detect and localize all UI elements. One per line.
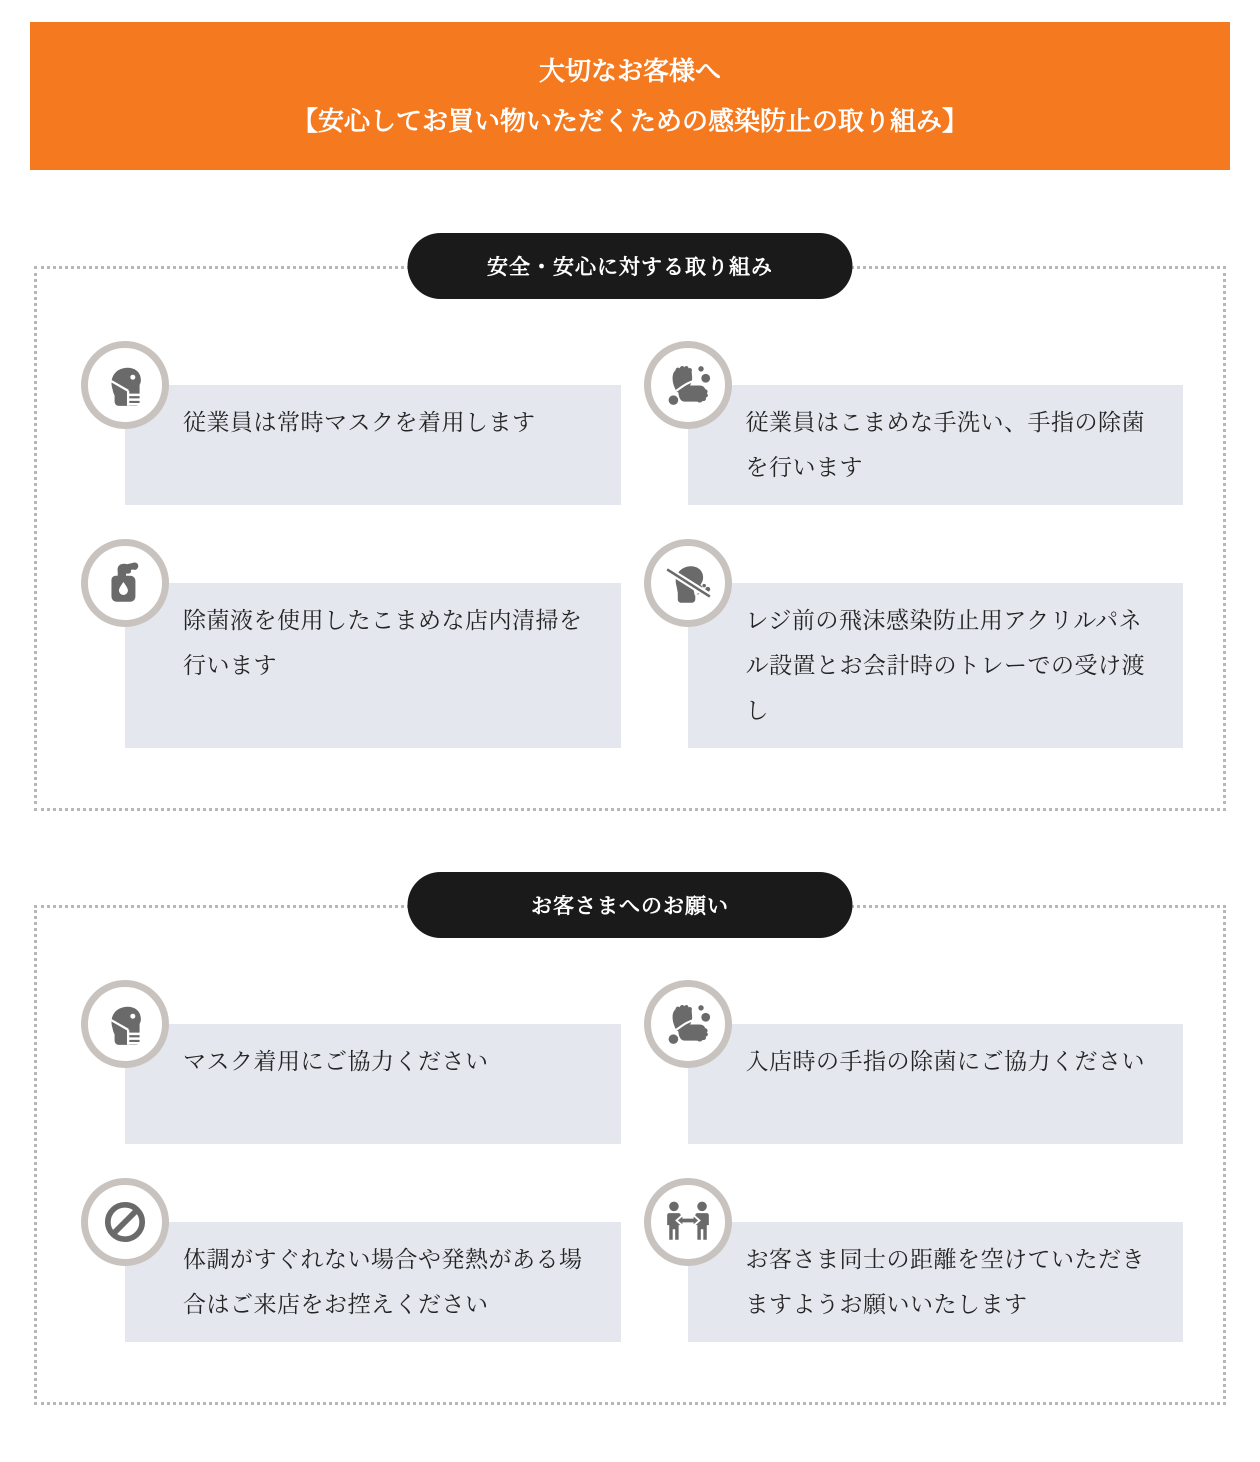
droplet-block-icon: [663, 558, 713, 608]
item-box: [688, 583, 1184, 748]
icon-badge: [81, 539, 169, 627]
icon-badge: [644, 341, 732, 429]
banner-title-line2: 【安心してお買い物いただくための感染防止の取り組み】: [291, 106, 968, 136]
item-text: 除菌液を使用したこまめな店内清掃を行います: [183, 607, 583, 678]
item-text: レジ前の飛沫感染防止用アクリルパネル設置とお会計時のトレーでの受け渡し: [745, 607, 1145, 723]
item-text: 体調がすぐれない場合や発熱がある場合はご来店をお控えください: [183, 1246, 583, 1317]
item-text: 入店時の手指の除菌にご協力ください: [745, 1048, 1145, 1074]
mask-face-icon: [100, 999, 150, 1049]
notice-page: [0, 22, 1260, 1462]
item-box: [125, 1222, 621, 1342]
section-safety-initiatives: [34, 256, 1226, 811]
icon-badge: [81, 980, 169, 1068]
social-distance-icon: [663, 1197, 713, 1247]
section-title-pill: 安全・安心に対する取り組み: [408, 233, 853, 299]
list-item: [125, 1178, 621, 1342]
list-item: [688, 980, 1184, 1144]
icon-badge: [644, 980, 732, 1068]
item-box: [688, 385, 1184, 505]
sanitizer-bottle-icon: [100, 558, 150, 608]
list-item: [688, 341, 1184, 505]
hand-wash-icon: [663, 999, 713, 1049]
item-text: 従業員はこまめな手洗い、手指の除菌を行います: [745, 409, 1145, 480]
item-text: お客さま同士の距離を空けていただきますようお願いいたします: [745, 1246, 1145, 1317]
list-item: [688, 539, 1184, 748]
item-box: [688, 1222, 1184, 1342]
banner: [30, 22, 1230, 170]
icon-badge: [644, 539, 732, 627]
icon-badge: [81, 1178, 169, 1266]
list-item: [125, 980, 621, 1144]
list-item: [125, 539, 621, 748]
item-box: [688, 1024, 1184, 1144]
items-grid: [37, 269, 1223, 808]
list-item: [125, 341, 621, 505]
icon-badge: [81, 341, 169, 429]
item-box: [125, 583, 621, 748]
banner-title-line1: 大切なお客様へ: [538, 56, 721, 86]
item-box: [125, 1024, 621, 1144]
list-item: [688, 1178, 1184, 1342]
hand-wash-icon: [663, 360, 713, 410]
item-text: 従業員は常時マスクを着用します: [183, 409, 536, 435]
section-customer-requests: [34, 895, 1226, 1405]
item-text: マスク着用にご協力ください: [183, 1048, 489, 1074]
item-box: [125, 385, 621, 505]
mask-face-icon: [100, 360, 150, 410]
no-entry-icon: [100, 1197, 150, 1247]
icon-badge: [644, 1178, 732, 1266]
section-title-pill: お客さまへのお願い: [408, 872, 853, 938]
items-grid: [37, 908, 1223, 1402]
